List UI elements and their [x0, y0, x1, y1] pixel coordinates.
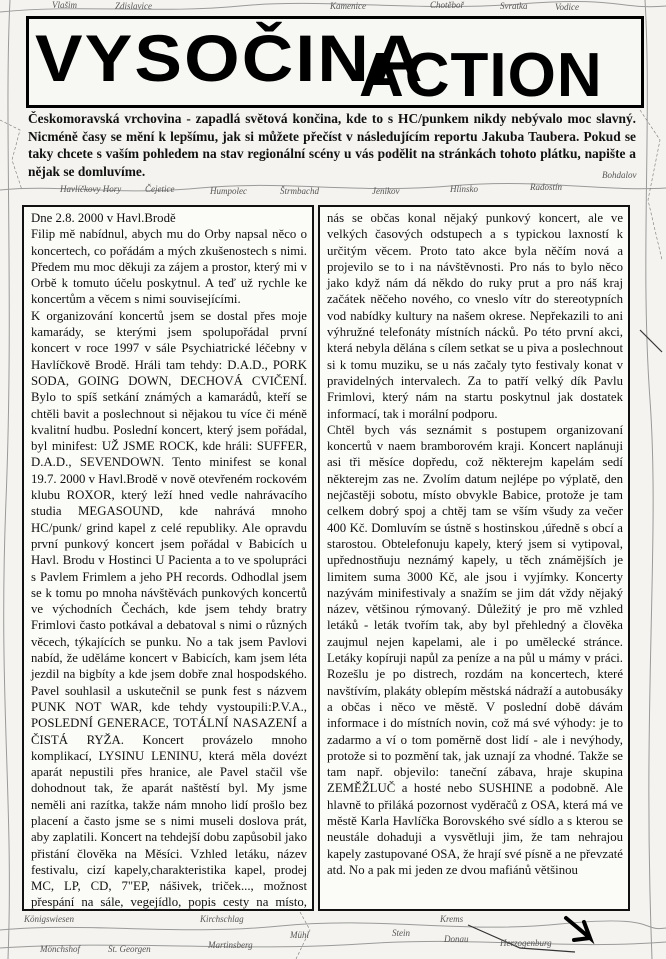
article-column-right: [318, 205, 630, 911]
map-label: Zdislavice: [115, 1, 152, 11]
map-label: St. Georgen: [108, 944, 151, 954]
map-label: Svratka: [500, 1, 528, 11]
masthead-title-action: ACTION: [359, 41, 603, 110]
article-dateline: Dne 2.8. 2000 v Havl.Brodě: [31, 211, 176, 225]
map-border: [640, 110, 662, 260]
map-label: Jenikov: [372, 186, 400, 196]
map-label: Havlíčkovy Hory: [60, 184, 122, 194]
map-road: [4, 0, 10, 959]
map-label: Donau: [444, 934, 469, 944]
map-label: Krems: [440, 914, 464, 924]
map-label: Čejetice: [145, 184, 175, 194]
intro-paragraph: Českomoravská vrchovina - zapadlá světová končina, kde to s HC/punkem nikdy nebývalo moc slavný. Nicméně časy se mění k lepšímu, jak si můžete přečíst v následujícím reportu Jakuba Taubera. Pokud se taky chcete s vaším pohledem na stav regionální scény u vás podělit na stránkách tohoto plátku, napište a nějak se domluvíme.: [28, 111, 636, 179]
map-label: Štrmbachd: [280, 186, 319, 196]
map-label: Herzogenburg: [500, 938, 552, 948]
masthead: [26, 16, 644, 108]
map-label: Mönchshof: [40, 944, 80, 954]
map-label: Kamenice: [330, 1, 366, 11]
map-label: Hlinsko: [450, 184, 478, 194]
map-label: Stein: [392, 928, 410, 938]
map-label: Königswiesen: [24, 914, 75, 924]
article-paragraph: K organizování koncertů jsem se dostal přes moje kamarády, se kterými jsem spolupořádal první koncert v roce 1997 v sále Psychiatrické léčebny v Havlíčkově Brodě. Hráli tam tehdy: D.A.D., PORK SODA, GOING DOWN, DECHOVÁ CVIČENÍ. Bylo to spíš setkání známých a kamarádů, kteří se chtěli bavit a poslechnout si nějakou tu více či méně kvalitní hudbu. Poslední koncert, který jsem pořádal, byl minifest: UŽ JSME ROCK, kde hráli: SUFFER, D.A.D., SEVENDOWN. Tento minifest se konal 19.7. 2000 v Havl.Brodě v nově otevřeném rockovém klubu ROXOR, který leží hned vedle nahrávacího studia MEGASOUND, kde nahrává mnoho HC/punk/ grind kapel z celé republiky. Ale opravdu první punkový koncert jsem pořádal v Babicích u Havl. Brodu v Hostinci U Pacienta a to ve spolupráci s Pavlem Frimlem a jeho PH records. Odhodlal jsem se k tomu po mnoha návštěvách punkových koncertů ve východních Čechách, kde jsem tehdy bratry Frimlovi často potkával a debatoval s nimi o různých věcech, týkajících se punku. No a tak jsem Pavlovi nabíd, že uděláme koncert v Babicích, kam jsem léta jezdil na bigbíty a kde jsem dobře znal hospodského. Pavel souhlasil a uskutečnil se punk fest s názvem PUNK NOT WAR, kde tehdy vystoupili:P.V.A., POSLEDNÍ GENERACE, TOTÁLNÍ NASAZENÍ a ČISTÁ RYŽA. Koncert provázelo mnoho komplikací, LYSINU LENINU, která měla dovézt aparát nepustili přes hranice, ale Pavel stačil vše dohodnout tak, že aparát naštěstí byl. My jsme neměli ani razítka, takže nám mnoho lidí prošlo bez placení a často jsme se s nimi museli doslova prát, aby zaplatili. Koncert na tehdejší dobu zapůsobil jako přistání člověka na Měsíci. Vzhled letáku, název festivalu, cizí kapely,charakteristika kapel, prodej MC, LP, CD, 7"EP, nášivek, triček..., možnost přespání na sále, vegejídlo, popis cesty na místo,: [31, 308, 307, 910]
map-label: Mühl: [290, 930, 309, 940]
map-label: Bohdalov: [602, 170, 637, 180]
map-label: Martinsberg: [208, 940, 253, 950]
arrow-icon: [560, 910, 606, 956]
map-label: Humpolec: [210, 186, 247, 196]
map-border: [0, 120, 22, 190]
map-label: Kirchschlag: [200, 914, 244, 924]
article-paragraph: Chtěl bych vás seznámit s postupem organizovaní koncertů v naem bramborovém kraji. Koncert naplánuji asi tři měsíce dopředu, což některejm kapelám sedí některejm zas ne. Zvolím datum nejlépe po výplatě, den nejčastěji sobotu, místo obvykle Babice, protože je tam celkem dobrý spoj a chtěj tam se vším všudy za večer 400 Kč. Domluvím se ústně s hostinskou ,úředně s obcí a starostou. Obtelefonuju kapely, který jsem si vytipoval, upřednostňuju neznámý kapely, u těch známějších je limitem suma 3000 Kč, ale jsou i vyjímky. Koncerty nazývám minifestivaly a snažím se jim dát vždy nějaký název, většinou rýmovaný. Důležitý je pro mě vzhled letáků - leták tvořím tak, aby byl přehledný a člověka zaujmul nejen kapelami, ale i po umělecké stránce. Letáky kopíruji napůl za peníze a na půl u mámy v práci. Rozešlu je po distrech, rozdám na koncertech, které navštívím, plakáty oblepím městská nádraží a autobusáky a občas i něco ve městě. V poslední době dávám informace i do místních novin, což má své výhody: je to zadarmo a ví o tom poměrně dost lidí - ale i nevýhody, protože si to pozmění tak, jak uznají za vhodné. Takže se tam např. objevilo: taneční zábava, hraje skupina ZEMĚŽLUČ a hosté nebo SUSHINE a podobně. Ale hlavně to přiláká pozornost vyděračů z OSA, která má ve městě Karla Havlíčka Borovského své sídlo a s kterou se neustále dohaduji a vysvětluji jim, že tam nehrajou kapely zastupované OSA, že hrají své písně a ne převzaté atd. No a pak mi jeden ze dvou mafiánů většinou: [327, 422, 623, 877]
map-label: Chotěboř: [430, 0, 465, 10]
masthead-title-vysocina: VYSOČINA: [35, 21, 425, 95]
article-column-left: [22, 205, 314, 911]
map-label: Vodice: [555, 2, 579, 12]
map-road: [645, 0, 653, 959]
map-label: Vlašim: [52, 0, 78, 10]
article-paragraph: Filip mě nabídnul, abych mu do Orby napsal něco o koncertech, co pořádám a mých zkušenostech s nimi. Předem mu moc děkuji za zájem a prostor, který mi v Orbě k tomuto účelu poskytnul. A teď už rychle ke koncertům a věcem s nimi souvisejícími.: [31, 227, 307, 307]
article-paragraph: nás se občas konal nějaký punkový koncert, ale ve velkých časových odstupech a s typickou laxností k určitým věcem. Proto tato akce byla něčím nová a projevilo se to i na návštěvnosti. Pro nás to bylo něco jako když nám dá někdo do ruky prut a pro náš kraj začátek něčeho nového, co vneslo vítr do stereotypních vod nabídky kultury na našem okrese. Nepřekazili to ani výhružné telefonáty místních nácků. Po této první akci, která nebyla dělána s cílem setkat se u piva a poslechnout si k tomu muziku, se u nás začaly tyto festivaly konat v pravidelných intervalech. Za to patří velký dík Pavlu Frimlovi, který nám na startu poskytnul jak dostatek informací, tak i morální podporu.: [327, 211, 623, 421]
map-highway: [640, 330, 662, 352]
map-label: Radostín: [530, 182, 563, 192]
